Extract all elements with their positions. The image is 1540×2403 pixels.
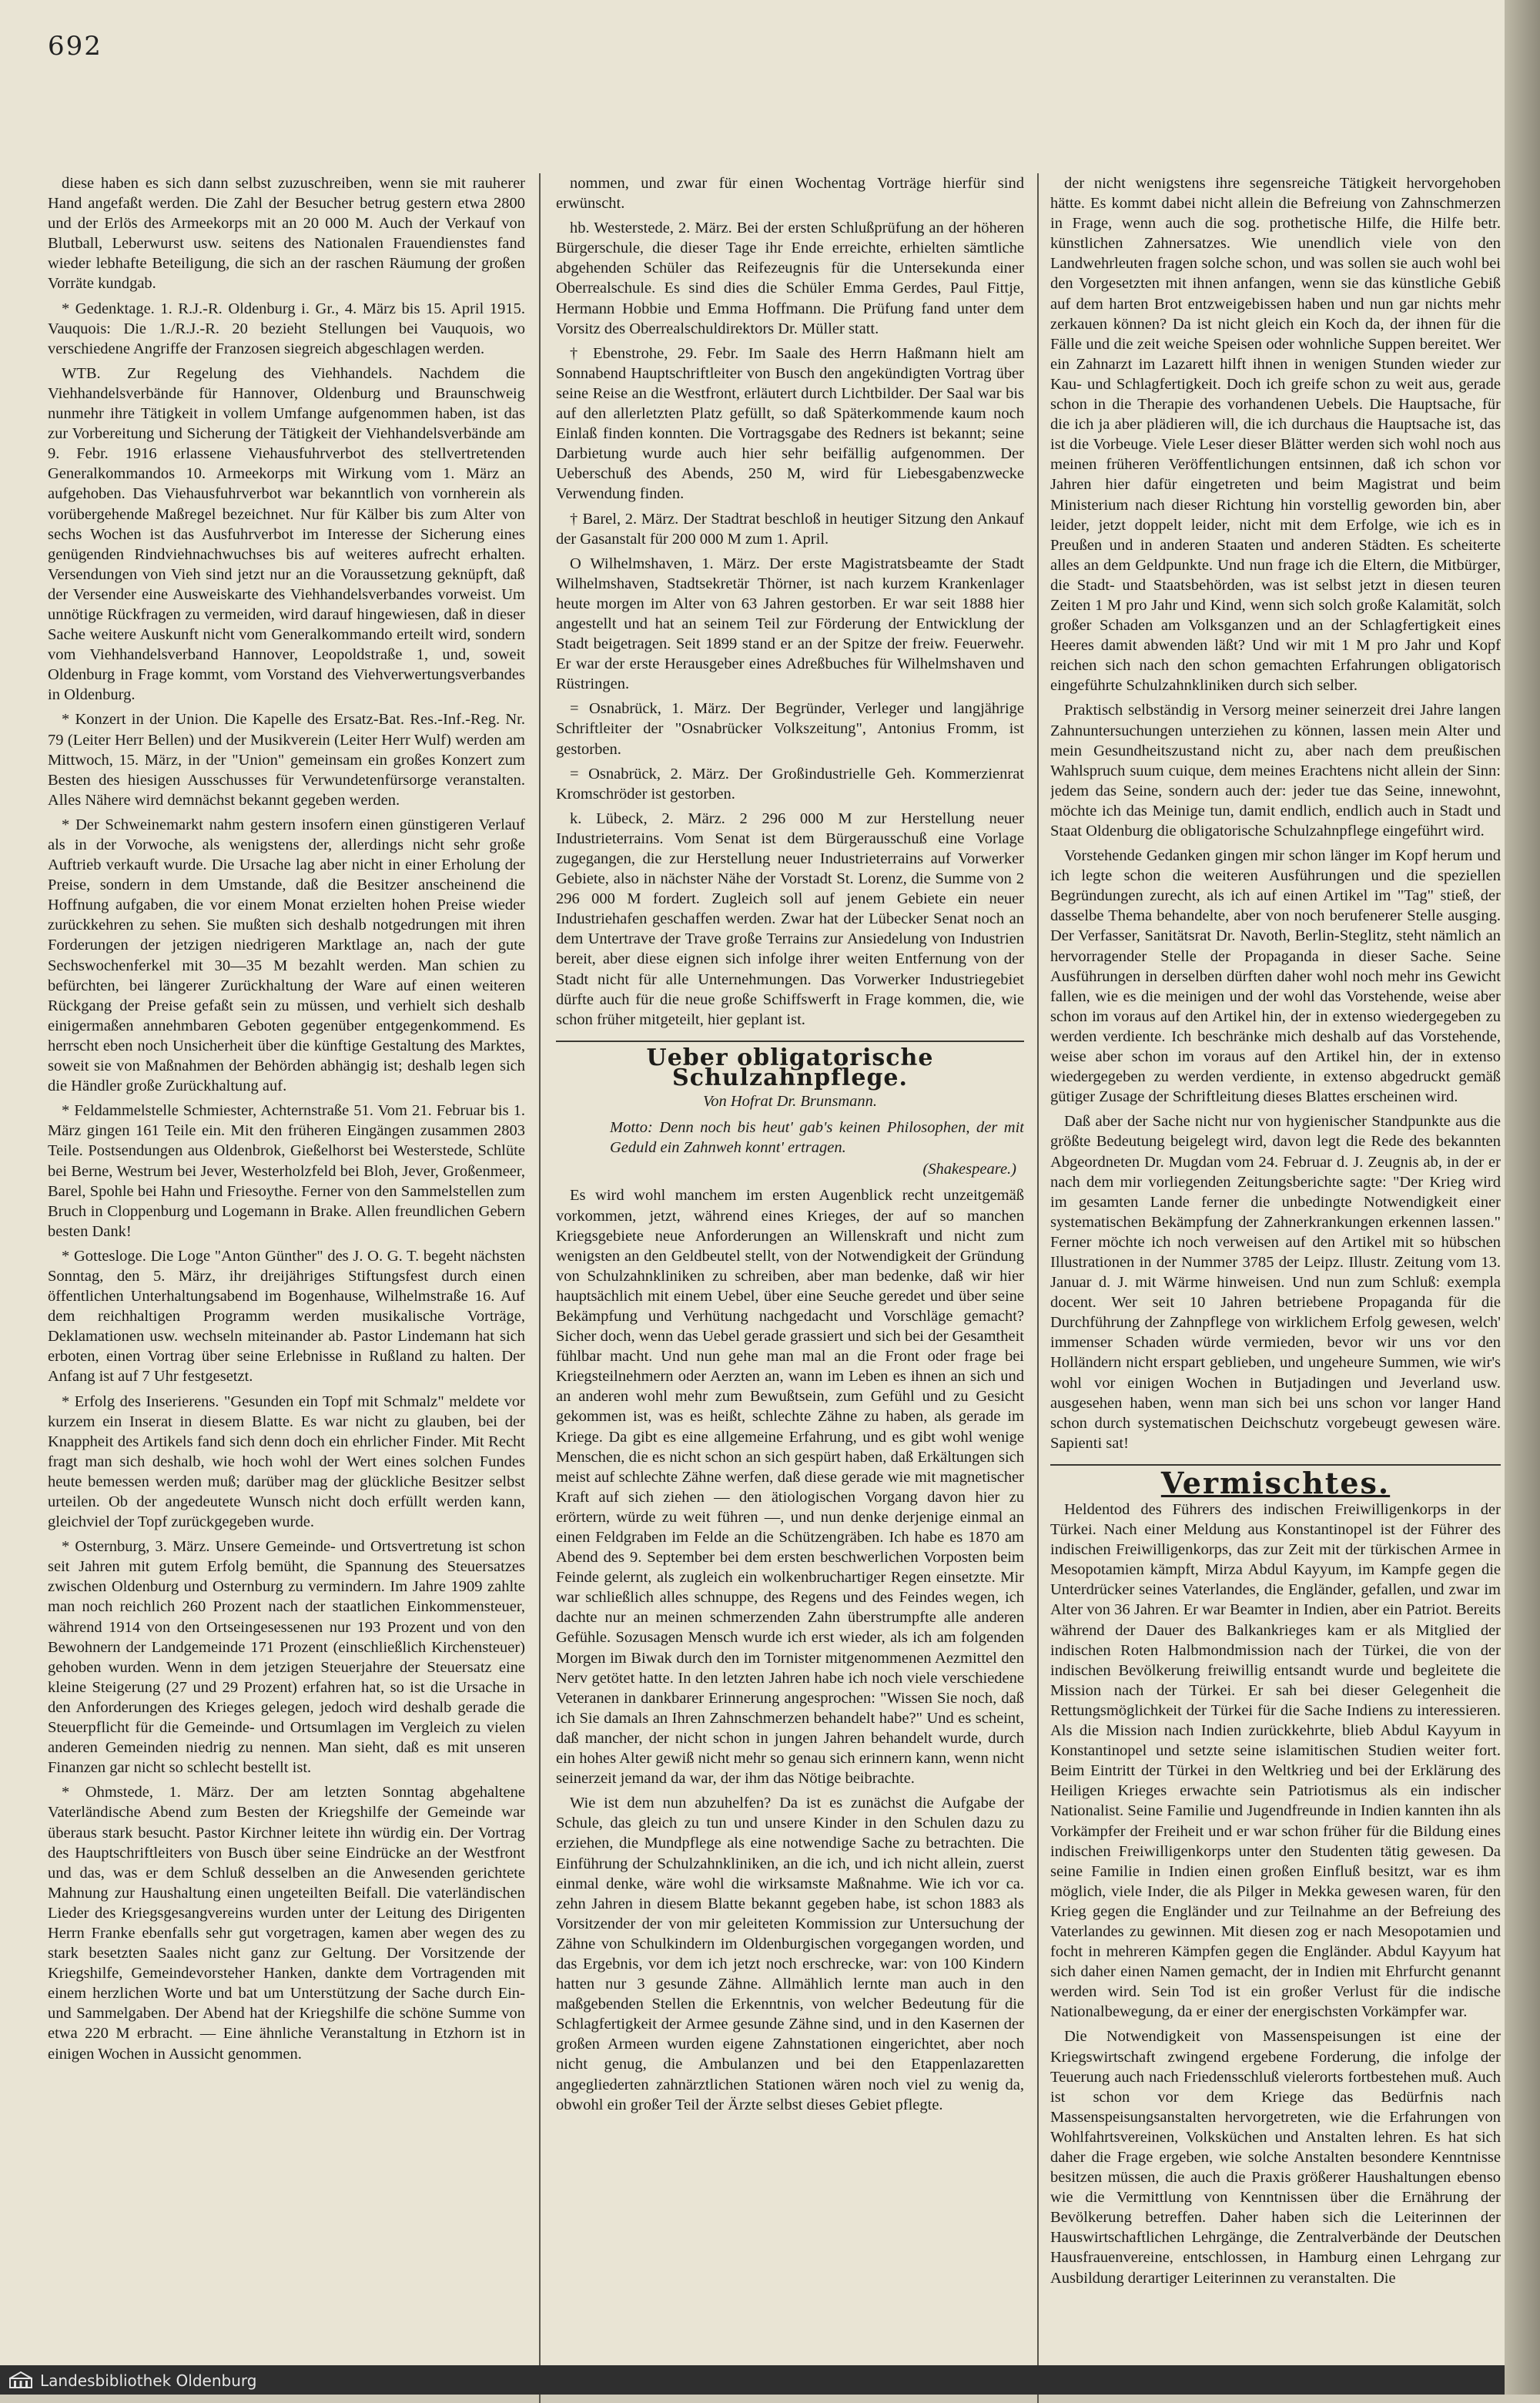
paragraph: * Ohmstede, 1. März. Der am letzten Sonntag abgehaltene Vaterländische Abend zum Besten der Kriegshilfe der Gemeinde war überaus stark besucht. Pastor Kirchner leitete ihn würdig ein. Der Vortrag des Hauptschriftleiters von Busch über seine Eindrücke an der Westfront und das, was er dem Schluß desselben an die Anwesenden gerichtete Mahnung zur Haushaltung einen ungeteilten Beifall. Die vaterländischen Lieder des Kriegsgesangvereins wurden unter der Leitung des Dirigenten Herrn Franke ebenfalls sehr gut vorgetragen, kamen aber wegen des zu stark besetzten Saales nicht ganz zur Geltung. Der Vorsitzende der Kriegshilfe, Gemeindevorsteher Hanken, dankte dem Vortragenden mit einem herzlichen Worte und bat um Unterstützung der Sache durch Ein- und Sammelgaben. Der Abend hat der Kriegshilfe die schöne Summe von etwa 220 M erbracht. — Eine ähnliche Veranstaltung in Etzhorn ist in einigen Wochen in Aussicht genommen. [48,1784,525,2063]
column-2-news [556,173,1024,1030]
column-3 [1050,173,1501,2399]
paragraph: = Osnabrück, 2. März. Der Großindustrielle Geh. Kommerzienrat Kromschröder ist gestorben. [556,765,1024,803]
article-title: Ueber obligatorische Schulzahnpflege. [646,1044,934,1091]
column-divider [1037,173,1039,2403]
paragraph: Wie ist dem nun abzuhelfen? Da ist es zunächst die Aufgabe der Schule, das gleich zu tun und unsere Kinder in den Schulen dazu zu erziehen, die Mundpflege als eine notwendige Sache zu betrachten. Die Einführung der Schulzahnkliniken, an die ich, und ich nicht allein, zuerst einmal denke, wäre wohl die wirksamste Maßnahme. Wie ich vor ca. zehn Jahren in diesem Blatte bekannt gegeben habe, ist schon 1883 als Vorsitzender der von mir geleiteten Kommission zur Untersuchung der Zähne von Schulkindern im Oldenburgischen vorgegangen worden, und das Ergebnis, vor dem ich jetzt noch erschrecke, war: von 100 Kindern hatten nur 3 gesunde Zähne. Allmählich lernte man auch in den maßgebenden Stellen die Erkenntnis, von welcher Bedeutung für die Schlagfertigkeit der Armee gesunde Zähne sind, und in den Kasernen der großen Armeen wurden eigene Zahnstationen eingerichtet, aber noch nicht genug, die Ambulanzen und bei den Etappenlazaretten angegliederten zahnärztlichen Stationen wären noch viel zu wenig da, obwohl ein großer Teil der Ärzte selbst dieses Gebiet pflegte. [556,1795,1024,2113]
paragraph: * Konzert in der Union. Die Kapelle des Ersatz-Bat. Res.-Inf.-Reg. Nr. 79 (Leiter Herr Bellen) und der Musikverein (Leiter Herr Wulf) werden am Mittwoch, 15. März, in der "Union" gemeinsam ein großes Konzert zum Besten des hiesigen Ausschusses für Verwundetenfürsorge veranstalten. Alles Nähere wird demnächst bekannt gegeben werden. [48,711,525,809]
article-continuation [1050,173,1501,1453]
paragraph: * Gottesloge. Die Loge "Anton Günther" des J. O. G. T. begeht nächsten Sonntag, den 5. März, ihr dreijähriges Stiftungsfest durch einen öffentlichen Unterhaltungsabend im Bogenhause, Wilhelmstraße 16. Auf dem reichhaltigen Programm werden musikalische Vorträge, Deklamationen usw. wechseln miteinander ab. Pastor Lindemann hat sich erboten, einen Vortrag über seine Erlebnisse in Rußland zu halten. Der Anfang ist auf 7 Uhr festgesetzt. [48,1247,525,1386]
paragraph: k. Lübeck, 2. März. 2 296 000 M zur Herstellung neuer Industrieterrains. Vom Senat ist dem Bürgerausschuß eine Vorlage zugegangen, die zur Herstellung neuer Industrieterrains auf Vorwerker Gebiete, also in nächster Nähe der Vorstadt St. Lorenz, die Summe von 2 296 000 M fordert. Zugleich soll auf jenem Gebiete ein neuer Industriehafen geschaffen werden. Zwar hat der Lübecker Senat noch an dem Untertrave der Trave große Terrains zur Ansiedelung von Industrien bereit, aber diese eignen sich infolge ihrer weiten Entfernung von der Stadt nicht für alle Unternehmungen. Das Vorwerker Industriegebiet dürfte auch für die neue große Schiffswerft in Frage kommen, die, wie schon früher mitgeteilt, hier geplant ist. [556,809,1024,1028]
article-divider [556,1041,1024,1042]
library-logo-icon [9,2371,32,2389]
paragraph: Praktisch selbständig in Versorg meiner seinerzeit drei Jahre langen Zahnuntersuchungen unterziehen zu können, lassen mein Alter und mein Gesundheitszustand nicht zu, aber nach dem preußischen Wahlspruch suum cuique, dem meines Erachtens nicht allein der Sinn: jedem das Seine, sondern auch der: jeder tue das Seine, innewohnt, möchte ich das Meinige tun, damit endlich, endlich auch in Stadt und Staat Oldenburg die obligatorische Schulzahnpflege eingeführt wird. [1050,702,1501,840]
page-binding-edge [1505,0,1540,2395]
paragraph: * Osternburg, 3. März. Unsere Gemeinde- und Ortsvertretung ist schon seit Jahren mit gutem Erfolg bemüht, die Spannung des Steuersatzes zwischen Oldenburg und Osternburg zu vermindern. Im Jahre 1909 zahlte man noch reichlich 260 Prozent nach der staatlichen Einkommensteuer, während 1914 von den Ortseingesessenen nur 193 Prozent und von den Bewohnern der Landgemeinde 171 Prozent (einschließlich Kirchensteuer) gehoben wurden. Wenn in dem jetzigen Steuerjahre der Steuersatz eine kleine Steigerung (27 und 29 Prozent) erfahren hat, so ist die Ursache in den Anforderungen des Krieges gelegen, jedoch wird deshalb gerade die Steuerpflicht für die Gemeinde- und Ortsumlagen im Vergleich zu vielen anderen Gemeinden niedrig zu nennen. Man sieht, daß es mit unseren Finanzen gar nicht so schlecht bestellt ist. [48,1538,525,1777]
section-body [1050,1500,1501,2288]
section-title: Vermischtes. [1160,1465,1391,1500]
column-divider [539,173,541,2403]
article-body [556,1185,1024,2114]
paragraph: nommen, und zwar für einen Wochentag Vorträge hierfür sind erwünscht. [556,175,1024,213]
column-2 [556,173,1024,2399]
paragraph: † Ebenstrohe, 29. Febr. Im Saale des Herrn Haßmann hielt am Sonnabend Hauptschriftleiter von Busch den angekündigten Vortrag über seine Reise an die Westfront, erläutert durch Lichtbilder. Der Saal war bis auf den allerletzten Platz gefüllt, so daß Späterkommende kaum noch Einlaß finden konnten. Die Vortragsgabe des Redners ist bekannt; seine Darbietung wurde auch hier sehr beifällig aufgenommen. Der Ueberschuß des Abends, 250 M, wird für Liebesgabenzwecke Verwendung finden. [556,344,1024,503]
paragraph: Vorstehende Gedanken gingen mir schon länger im Kopf herum und ich legte schon die weiteren Ausführungen und die speziellen Begründungen zurecht, als ich auf einen Artikel im "Tag" stieß, der dasselbe Thema behandelte, aber von noch berufenerer Stelle ausging. Der Verfasser, Sanitätsrat Dr. Navoth, Berlin-Steglitz, steht nämlich an hervorragender Stelle der Propaganda in dieser Sache. Seine Ausführungen in derselben dürften daher wohl noch mehr ins Gewicht fallen, wie es die meinigen und der wohl das Vorstehende, weise aber schon im voraus auf den Artikel hin, der in extenso wiedergegeben zu werden verdiente. Ich beschränke mich deshalb auf das Vorstehende, weise aber schon im voraus auf den Artikel hin, der in extenso wiedergegeben zu werden verdiente, in extenso abgedruckt gemäß gütiger Zusage der Schriftleitung dieses Blattes erscheinen wird. [1050,847,1501,1106]
paragraph: WTB. Zur Regelung des Viehhandels. Nachdem die Viehhandelsverbände für Hannover, Oldenburg und Braunschweig nunmehr ihre Tätigkeit in vollem Umfange aufgenommen haben, ist das zur Vorbereitung und Sicherung der Tätigkeit der Viehhandelsverbände am 9. Febr. 1916 erlassene Viehausfuhrverbot des stellvertretenden Generalkommandos 10. Armeekorps mit Wirkung vom 1. März an aufgehoben. Das Viehausfuhrverbot war bekanntlich von vornherein als vorübergehende Maßregel bezeichnet. Nur für Kälber bis zum Alter von sechs Wochen ist das Ausfuhrverbot im Interesse der Sicherung eines genügenden Rindviehnachwuchses bis auf weiteres aufrecht erhalten. Versendungen von Vieh sind jetzt nur an die Voraussetzung geknüpft, daß der Versender eine Ausweiskarte des Viehhandelsverbandes vorweist. Um unnötige Rückfragen zu vermeiden, wird darauf hingewiesen, daß in dieser Sache weitere Auskunft nicht vom Generalkommando erteilt wird, sondern vom Viehhandelsverband Hannover, Leopoldstraße 1, und, soweit Oldenburg in Frage kommt, vom Vorstand des Viehverwertungsverbandes in Oldenburg. [48,364,525,704]
library-name: Landesbibliothek Oldenburg [40,2371,257,2390]
library-footer [0,2365,1505,2395]
page-number: 692 [48,31,102,62]
paragraph: diese haben es sich dann selbst zuzuschreiben, wenn sie mit rauherer Hand angefaßt werden. Die Zahl der Besucher betrug gestern etwa 2800 und der Erlös des Armeekorps mit an 20 000 M. Auch der Verkauf von Blutball, Leberwurst usw. seitens des Nationalen Frauendienstes fand wieder lebhafte Beteiligung, die sich an der raschen Räumung der großen Vorräte kundgab. [48,175,525,293]
paragraph: * Feldammelstelle Schmiester, Achternstraße 51. Vom 21. Februar bis 1. März gingen 161 Teile ein. Mit den früheren Eingängen zusammen 2803 Teile. Postsendungen aus Oldenbrok, Gießelhorst bei Westerstede, Schlüte bei Berne, Westrum bei Jever, Westerholzfeld bei Bloh, Jever, Großenmeer, Barel, Spohle bei Hahn und Friesoythe. Ferner von den Sammelstellen zum Bruch in Cloppenburg und Logemann in Brake. Allen freundlichen Gebern besten Dank! [48,1102,525,1240]
paragraph: * Der Schweinemarkt nahm gestern insofern einen günstigeren Verlauf als in der Vorwoche, als wenigstens der, allerdings nicht sehr große Auftrieb verkauft wurde. Die Ursache lag aber nicht in einer Erholung der Preise, sondern in dem Umstande, daß die Besitzer anscheinend die Hoffnung aufgaben, die vor einem Monat erzielten hohen Preise wieder zurückkehren zu sehen. Sie mußten sich deshalb notgedrungen mit ihren Forderungen der jetzigen niedrigeren Marktlage an, nach der gute Sechswochenferkel mit 30—35 M bezahlt werden. Man schien zu befürchten, bei längerer Zurückhaltung der Ware auf einen weiteren Rückgang der Preise gefaßt sein zu müssen, und verhielt sich deshalb einigermaßen annehmbaren Geboten gegenüber entgegenkommend. Es herrscht eben noch Unsicherheit über die künftige Gestaltung des Marktes, soweit sie von Maßnahmen der Behörden abhängig ist; deshalb legen sich die Händler große Zurückhaltung auf. [48,816,525,1095]
paragraph: Die Notwendigkeit von Massenspeisungen ist eine der Kriegswirtschaft zwingend ergebene Forderung, die infolge der Teuerung auch nach Friedensschluß vielerorts fortbestehen muß. Auch ist schon vor dem Kriege das Bedürfnis nach Massenspeisungsanstalten hervorgetreten, wie die Erfahrungen von Wohlfahrtsvereinen, Volksküchen und Anstalten lehren. Es hat sich daher die Frage ergeben, wie solche Anstalten besondere Kenntnisse besitzen müssen, die auch die Praxis größerer Haushaltungen ebenso wie die Vermittlung von Kenntnissen über die Ernährung der Bevölkerung betreffen. Daher haben sich die Leiterinnen der Hauswirtschaftlichen Lehrgänge, die Zentralverbände der Deutschen Hausfrauenvereine, entschlossen, in Hamburg einen Lehrgang zur Ausbildung derartiger Leiterinnen zu veranstalten. Die [1050,2028,1501,2287]
paragraph: * Gedenktage. 1. R.J.-R. Oldenburg i. Gr., 4. März bis 15. April 1915. Vauquois: Die 1./R.J.-R. 20 bezieht Stellungen bei Vauquois, wo verschiedene Angriffe der Franzosen siegreich abgeschlagen werden. [48,300,525,357]
paragraph: † Barel, 2. März. Der Stadtrat beschloß in heutiger Sitzung den Ankauf der Gasanstalt für 200 000 M zum 1. April. [556,510,1024,548]
paragraph: hb. Westerstede, 2. März. Bei der ersten Schlußprüfung an der höheren Bürgerschule, die dieser Tage ihr Ende erreichte, erhielten sämtliche abgehenden Schüler das Reifezeugnis für die Untersekunda einer Oberrealschule. Es sind dies die Schüler Emma Gerdes, Paul Fittje, Hermann Hobbie und Emma Hoffmann. Die Prüfung fand unter dem Vorsitz des Oberrealschuldirektors Dr. Müller statt. [556,220,1024,337]
article-attribution: (Shakespeare.) [922,1161,1016,1178]
paragraph: = Osnabrück, 1. März. Der Begründer, Verleger und langjährige Schriftleiter der "Osnabrücker Volkszeitung", Antonius Fromm, ist gestorben. [556,700,1024,758]
paragraph: Es wird wohl manchem im ersten Augenblick recht unzeitgemäß vorkommen, jetzt, während eines Krieges, der auf so manchen Kriegsgebiete neue Anforderungen an Willenskraft und nicht zum wenigsten an den Geldbeutel stellt, von der Notwendigkeit der Gründung von Schulzahnkliniken zu schreiben, aber man bedenke, daß wir hier hauptsächlich mit einem Uebel, über eine Seuche geredet und über seine Bekämpfung und Verhütung nachgedacht und Vorschläge gemacht? Sicher doch, wenn das Uebel gerade grassiert und sich bei der Gesamtheit fühlbar macht. Und nun gehe man mal an die Front oder frage bei Kriegsteilnehmern oder Aerzten an, wann im Leben es ihnen an sich und an anderen wohl mehr zum Bewußtsein, zum Gefühl und zu Gesicht gekommen ist, was es heißt, schlechte Zähne zu haben, als gerade im Kriege. Da gibt es eine allgemeine Erfahrung, und es gibt wohl wenige Menschen, die es nicht schon an sich gespürt haben, daß Erkältungen sich meist auf schlechte Zähne werfen, daß diese gerade wie mit magnetischer Kraft auf sich ziehen — den ätiologischen Vorgang davon hier zu erörtern, würde zu weit führen —, und nun denke derjenige einmal an einen Feldgraben im Felde an die Schützengräben. Ich habe es 1870 am Abend des 9. September bei dem ersten beschwerlichen Vorposten beim Feinde gelernt, als zugleich ein wolkenbruchartiger Regen einsetzte. Mir war schließlich alles schnuppe, des Regens und des Feindes wegen, ich dachte nur an meinen schmerzenden Zahn überstrumpfte alle anderen Gefühle. Sozusagen Mensch wurde ich erst wieder, als ich am folgenden Morgen im Biwak durch den im Tornister mitgenommenen Aezmittel den Nerv getötet hatte. In den letzten Jahren habe ich noch viele verschiedene Veteranen in dankbarer Erinnerung angesprochen: "Wissen Sie noch, daß ich Sie damals an Ihren Zahnschmerzen behandelt habe?" Und es scheint, daß mancher, der nicht schon in jungen Jahren behandelt wurde, durch ein hohes Alter gewiß nicht mehr so genau sich erinnern kann, wenn nicht seinerzeit jemand da war, der ihm das Nötige beibrachte. [556,1187,1024,1788]
paragraph: Heldentod des Führers des indischen Freiwilligenkorps in der Türkei. Nach einer Meldung aus Konstantinopel ist der Führer des indischen Freiwilligenkorps, das zur Zeit mit der türkischen Armee in Mesopotamien kämpft, Mirza Abdul Kayyum, im Kampfe gegen die Unterdrücker seines Vaterlandes, die Engländer, gefallen, und zwar im Alter von 36 Jahren. Er war Beamter in Indien, aber ein Patriot. Bereits während der Dauer des Balkankrieges kam er als Mitglied der indischen Roten Halbmondmission nach der Türkei, die von der indischen Bevölkerung freiwillig entsandt wurde und begleitete die Mission nach der Türkei. Er sah bei dieser Gelegenheit die Rettungsmöglichkeit der Türkei für die Sache Indiens zu interessieren. Als die Mission nach Indien zurückkehrte, blieb Abdul Kayyum in Konstantinopel und setzte seine islamitischen Studien weiter fort. Beim Eintritt der Türkei in den Weltkrieg und bei der Erklärung des Heiligen Krieges erwachte sein Patriotismus als ein indischer Nationalist. Seine Familie und Jugendfreunde in Indien kannten ihn als Vorkämpfer der Freiheit und er war schon früher für die Bildung eines indischen Freiwilligenkorps unter den Studenten tätig gewesen. Da seine Familie in Indien einen großen Einfluß besitzt, war es ihm möglich, viele Inder, die als Pilger in Mekka gewesen waren, für den Krieg gegen die Engländer und zur Teilnahme an der Befreiung des Vaterlandes zu gewinnen. Mit diesen zog er nach Mesopotamien und focht in mehreren Kämpfen gegen die Engländer. Abdul Kayyum hat sich daher einen Namen gemacht, der in Indien mit Ehrfurcht genannt werden wird. Sein Tod ist ein großer Verlust für die indische Nationalbewegung, da er einer der energischsten Vorkämpfer war. [1050,1501,1501,2021]
paragraph: O Wilhelmshaven, 1. März. Der erste Magistratsbeamte der Stadt Wilhelmshaven, Stadtsekretär Thörner, ist nach kurzem Krankenlager heute morgen im Alter von 63 Jahren gestorben. Er war seit 1888 hier angestellt und hat an seinem Teil zur Förderung der Entwicklung der Stadt beigetragen. Seit 1899 stand er an der Spitze der freiw. Feuerwehr. Er war der erste Herausgeber eines Adreßbuches für Wilhelmshaven und Rüstringen. [556,555,1024,693]
article-motto: Motto: Denn noch bis heut' gab's keinen Philosophen, der mit Geduld ein Zahnweh konnt' ertragen. [610,1119,1024,1157]
column-1 [48,173,525,2399]
paragraph: Daß aber der Sache nicht nur von hygienischer Standpunkte aus die größte Bedeutung beigelegt wird, davon legt die Rede des bekannten Abgeordneten Dr. Mugdan vom 24. Februar d. J. Zeugnis ab, in der er nach dem mir vorliegenden Zeitungsberichte sagte: "Der Krieg wird im gesamten Lande ferner die unbedingte Notwendigkeit einer systematischen Bekämpfung der Zahnerkrankungen erkennen lassen." Ferner möchte ich noch verweisen auf den Artikel mit so hübschen Illustrationen in der Nummer 3785 der Leipz. Illustr. Zeitung vom 13. Januar d. J. mit Wärme hinweisen. Und nun zum Schluß: exempla docent. Wer seit 10 Jahren betriebene Propaganda für die Durchführung der Zahnpflege von wirklichem Erfolg gewesen, welch' immenser Schaden würde vermieden, bevor wir uns vor den Holländern nicht erspart geblieben, und ungeheure Summen, wie wir's wohl vor einigen Wochen in Butjadingen und Jeverland usw. ausgesehen haben, wenn man sich bei uns schon vor langer Hand schon durch systematischen Deichschutz vorgebeugt gewesen wäre. Sapienti sat! [1050,1113,1501,1452]
paragraph: der nicht wenigstens ihre segensreiche Tätigkeit hervorgehoben hätte. Es kommt dabei nicht allein die Befreiung von Zahnschmerzen in Frage, wenn auch die sog. prothetische Hilfe, die Hilfe betr. künstlichen Zahnersatzes. Wie unendlich viele von den Landwehrleuten fragen solche schon, und was sollen sie auch wohl bei den Vorgesetzten mit ihnen anfangen, wenn sie das künstliche Gebiß auf dem harten Brot entzweigebissen haben und nun gar nichts mehr zerkauen können? Da ist nicht gleich ein Koch da, der ihnen für die Fälle und die zeit weiche Speisen oder wohnliche Suppen bereitet. Wer ein Zahnarzt im Lazarett hilft ihnen in wenigen Stunden wieder zur Kau- und Schlagfertigkeit. Doch ich greife schon zu weit aus, gerade schon in die Therapie des vorhandenen Uebels. Die Hauptsache, für die ich ja aber plädieren will, die ich durchaus die Hauptsache ist, das ist die Vorbeuge. Viele Leser dieser Blätter werden sich wohl noch aus meinen früheren Veröffentlichungen entsinnen, daß ich schon vor Jahren hier dafür eingetreten und beim Magistrat und beim Ministerium nach dieser Richtung hin vorstellig geworden bin, aber leider, jetzt doppelt leider, nicht mit dem Erfolge, wie ich es in Preußen und in anderen Staaten und anderen Städten. Es scheiterte alles an dem Geldpunkte. Und nun frage ich die Eltern, die Mitbürger, die Stadt- und Staatsbehörden, was ist selbst jetzt in diesen teuren Zeiten 1 M pro Jahr und Kind, wenn sich solch große Kalamität, solch großer Schaden am Volksganzen und an der Schlagfertigkeit eines Heeres damit abwenden läßt? Und wir mit 1 M pro Jahr und Kopf reichen sich nach den schon gemachten Erfahrungen obligatorisch eingeführte Schulzahnkliniken durch sich selber. [1050,175,1501,695]
paragraph: * Erfolg des Inserierens. "Gesunden ein Topf mit Schmalz" meldete vor kurzem ein Inserat in diesem Blatte. Es war nicht zu glauben, bei der Knappheit des Artikels fand sich denn doch ein ehrlicher Finder. Mit Recht fragt man sich deshalb, wie hoch wohl der Wert eines solchen Fundes heute bemessen werden muß; darüber mag der glückliche Besitzer selbst urteilen. Ob der angedeutete Wunsch nicht doch erfüllt werden kann, gleichviel der Topf zurückgegeben wurde. [48,1393,525,1531]
article-byline: Von Hofrat Dr. Brunsmann. [702,1093,878,1111]
